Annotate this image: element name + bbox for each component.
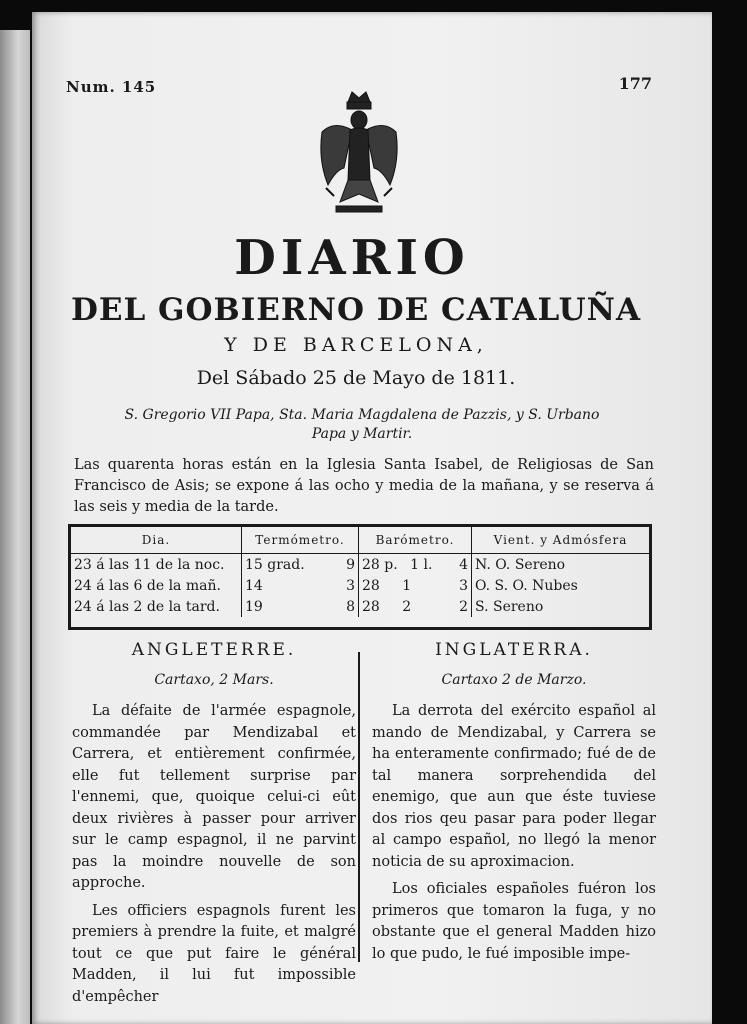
col-header-termometro: Termómetro. xyxy=(242,527,359,554)
right-column-spanish xyxy=(372,640,656,965)
saints-line-2: Papa y Martir. xyxy=(311,426,413,442)
table-row xyxy=(71,596,649,617)
column-divider xyxy=(358,652,360,962)
right-column-dateline: Cartaxo 2 de Marzo. xyxy=(441,671,587,688)
cell-dia: 24 á las 2 de la tard. xyxy=(71,596,242,617)
right-column-heading: INGLATERRA. xyxy=(435,640,593,660)
right-paragraph: La derrota del exército español al mando de Mendizabal, y Carrera se ha enteramente confirmado; fué de de tal manera sorprehendida del enemigo, que aun que éste tuviese dos rios qeu pasar para poder llegar al campo español, no llegó la menor noticia de su aproximacion. xyxy=(372,703,656,870)
weather-table xyxy=(68,524,652,630)
intro-paragraph: Las quarenta horas están en la Iglesia Santa Isabel, de Religiosas de San Francisco de Asis; se expone á las ocho y media de la mañana, y se reserva á las seis y media de la tarde. xyxy=(74,457,654,515)
masthead-title: DIARIO xyxy=(234,230,470,286)
masthead-subtitle-2: Y DE BARCELONA, xyxy=(224,334,488,356)
cell-temp: 14 3 xyxy=(242,575,359,596)
cell-dia: 23 á las 11 de la noc. xyxy=(71,554,242,576)
cell-baro: 28 1 3 xyxy=(359,575,472,596)
saints-line-1: S. Gregorio VII Papa, Sta. Maria Magdalena de Pazzis, y S. Urbano xyxy=(124,407,600,423)
col-header-dia: Dia. xyxy=(71,527,242,554)
col-header-viento: Vient. y Admósfera xyxy=(472,527,650,554)
col-header-barometro: Barómetro. xyxy=(359,527,472,554)
left-paragraph: La défaite de l'armée espagnole, commandée par Mendizabal et Carrera, et entièrement confirmée, elle fut tellement surprise par l'ennemi, que, quoique celui-ci eût deux rivières à passer pour arriver sur le camp espagnol, il ne parvint pas la moindre nouvelle de son approche. xyxy=(72,703,356,891)
cell-temp: 19 8 xyxy=(242,596,359,617)
issue-number: Num. 145 xyxy=(66,78,157,96)
left-page-edge xyxy=(0,30,30,1024)
left-column-dateline: Cartaxo, 2 Mars. xyxy=(154,671,274,688)
left-column-french xyxy=(72,640,356,1008)
page-number: 177 xyxy=(618,74,652,93)
left-paragraph: Les officiers espagnols furent les premiers à prendre la fuite, et malgré tout ce que put faire le général Madden, il lui fut impossible d'empêcher xyxy=(72,902,356,1005)
cell-baro: 28 2 2 xyxy=(359,596,472,617)
cell-dia: 24 á las 6 de la mañ. xyxy=(71,575,242,596)
newspaper-page xyxy=(32,12,712,1024)
cell-temp: 15 grad. 9 xyxy=(242,554,359,576)
cell-baro: 28 p. 1 l. 4 xyxy=(359,554,472,576)
left-column-heading: ANGLETERRE. xyxy=(131,640,297,660)
cell-wind: O. S. O. Nubes xyxy=(475,577,578,594)
table-row xyxy=(71,575,649,596)
imperial-eagle-icon xyxy=(314,90,404,230)
weather-table-header xyxy=(71,527,649,554)
cell-wind: S. Sereno xyxy=(475,598,544,615)
right-paragraph: Los oficiales españoles fuéron los primeros que tomaron la fuga, y no obstante que el general Madden hizo lo que pudo, le fué imposible impe- xyxy=(372,881,656,962)
masthead-subtitle: DEL GOBIERNO DE CATALUÑA xyxy=(70,292,642,328)
saints-of-day xyxy=(52,406,672,444)
issue-date: Del Sábado 25 de Mayo de 1811. xyxy=(196,367,516,389)
table-row xyxy=(71,554,649,576)
cell-wind: N. O. Sereno xyxy=(475,556,566,573)
